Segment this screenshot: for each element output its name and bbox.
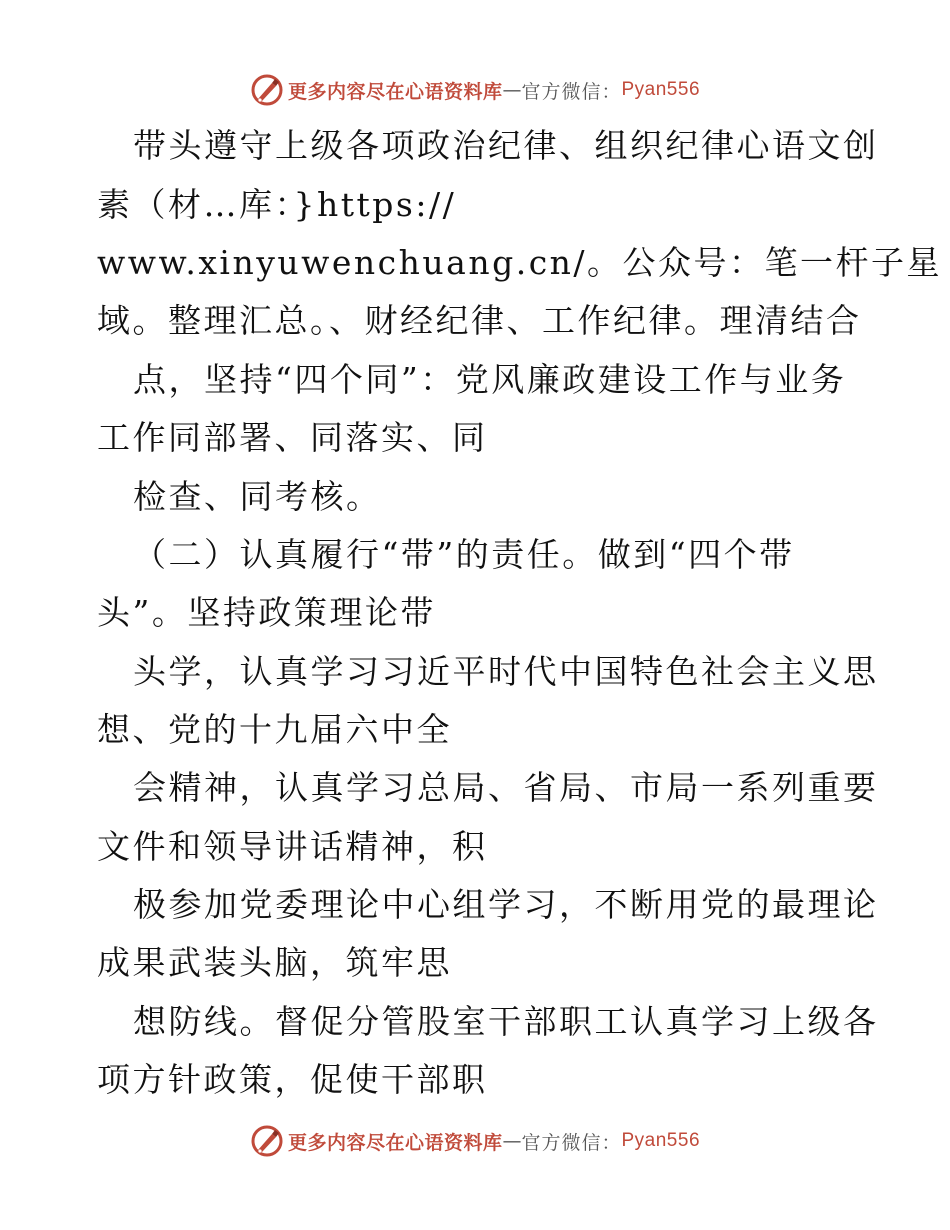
body-line: 想防线。督促分管股室干部职工认真学习上级各 (133, 1002, 879, 1041)
watermark-separator: — (502, 79, 522, 101)
body-line: 素（材…库：}https:// (97, 185, 457, 224)
body-line: 工作同部署、同落实、同 (97, 418, 488, 457)
body-line: 会精神，认真学习总局、省局、市局一系列重要 (133, 768, 879, 807)
body-line: 成果武装头脑，筑牢思 (97, 943, 452, 982)
pen-logo-icon (250, 73, 284, 107)
watermark-official-label: 官方微信： (521, 80, 622, 103)
body-line: 项方针政策，促使干部职 (97, 1060, 488, 1099)
body-line: 想、党的十九届六中全 (97, 710, 452, 749)
watermark-separator: — (502, 1130, 522, 1152)
body-line: 点，坚持“四个同”：党风廉政建设工作与业务 (133, 360, 847, 399)
body-line: 文件和领导讲话精神，积 (97, 827, 488, 866)
watermark-wechat-id: Pyan556 (621, 79, 701, 100)
body-line: www.xinyuwenchuang.cn/。公众号：笔一杆子星 (97, 243, 943, 282)
watermark-official-label: 官方微信： (521, 1131, 622, 1154)
header-watermark (0, 70, 950, 110)
body-line: 头学，认真学习习近平时代中国特色社会主义思 (133, 652, 879, 691)
body-line: 带头遵守上级各项政治纪律、组织纪律心语文创 (133, 126, 879, 165)
footer-watermark (0, 1121, 950, 1161)
body-line: （二）认真履行“带”的责任。做到“四个带 (133, 535, 795, 574)
body-line: 域。整理汇总。、财经纪律、工作纪律。理清结合 (97, 301, 862, 340)
body-line: 极参加党委理论中心组学习，不断用党的最理论 (133, 885, 879, 924)
pen-logo-icon (250, 1124, 284, 1158)
watermark-text: 更多内容尽在心语资料库 (287, 1131, 503, 1154)
watermark-text: 更多内容尽在心语资料库 (287, 80, 503, 103)
body-line: 检查、同考核。 (133, 477, 382, 516)
watermark-wechat-id: Pyan556 (621, 1130, 701, 1151)
body-line: 头”。坚持政策理论带 (97, 593, 436, 632)
